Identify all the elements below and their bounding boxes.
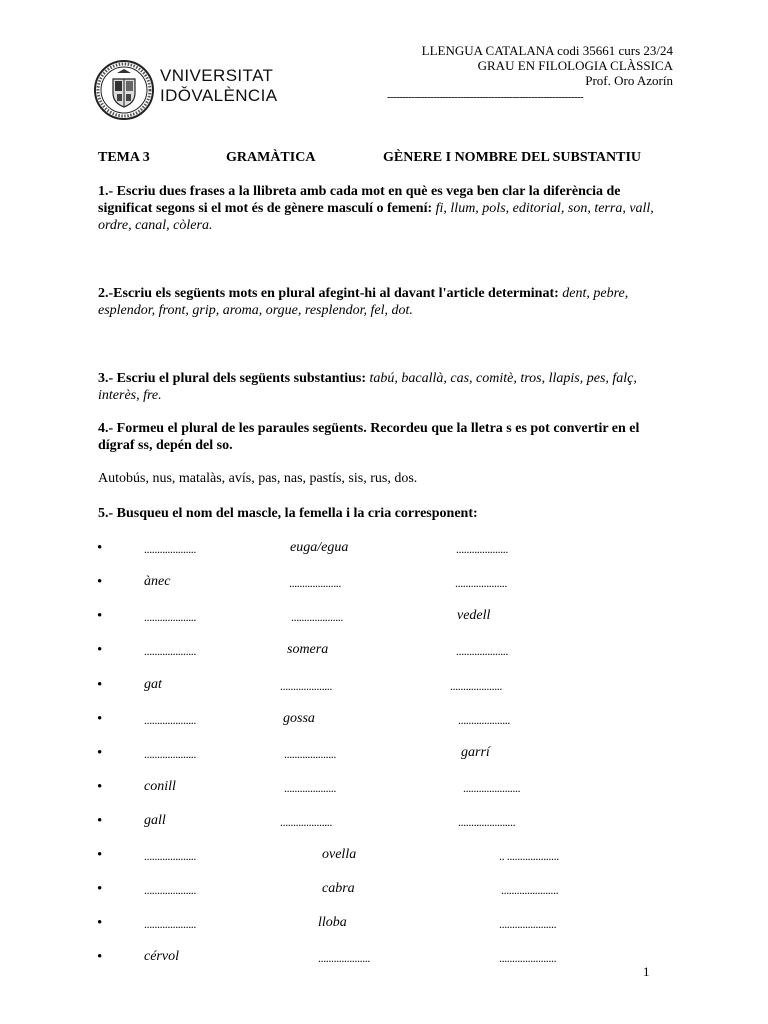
blank-female: ....................: [318, 951, 371, 965]
bullet-icon: •: [97, 711, 103, 727]
section-label: GRAMÀTICA: [226, 150, 316, 165]
blank-young: ....................: [450, 679, 503, 693]
blank-female: ....................: [291, 610, 344, 624]
bullet-icon: •: [97, 642, 103, 658]
bullet-icon: •: [97, 608, 103, 624]
header-rule: ----------------------------------------------------------------: [387, 91, 584, 103]
bullet-icon: •: [97, 949, 103, 965]
animal-row: [0, 642, 768, 662]
exercise-3-instruction: 3.- Escriu el plural dels següents substantius:: [98, 371, 366, 386]
bullet-icon: •: [97, 915, 103, 931]
animal-male: cérvol: [144, 949, 179, 964]
animal-male: ànec: [144, 574, 171, 589]
exercise-4-words: Autobús, nus, matalàs, avís, pas, nas, pastís, sis, rus, dos.: [98, 471, 418, 486]
animal-row: [0, 915, 768, 935]
course-line: LLENGUA CATALANA codi 35661 curs 23/24: [421, 43, 673, 58]
blank-young: ....................: [455, 576, 508, 590]
blank-male: ....................: [144, 542, 197, 556]
animal-row: [0, 574, 768, 594]
animal-row: [0, 608, 768, 628]
animal-row: [0, 881, 768, 901]
blank-female: ....................: [280, 679, 333, 693]
animal-row: [0, 779, 768, 799]
page-number: 1: [643, 964, 650, 979]
blank-young: ......................: [458, 815, 516, 829]
tema-label: TEMA 3: [98, 150, 150, 165]
animal-female: ovella: [322, 847, 357, 862]
blank-young: ......................: [499, 917, 557, 931]
exercise-4-instruction: 4.- Formeu el plural de les paraules següents. Recordeu que la lletra s es pot convertir en el dígraf ss, depén del so.: [98, 421, 640, 453]
exercise-4: [98, 420, 676, 454]
exercise-3: [98, 370, 676, 404]
bullet-icon: •: [97, 540, 103, 556]
blank-female: ....................: [284, 747, 337, 761]
blank-male: ....................: [144, 849, 197, 863]
blank-young: ....................: [456, 542, 509, 556]
topic-label: GÈNERE I NOMBRE DEL SUBSTANTIU: [383, 150, 642, 165]
animal-row: [0, 540, 768, 560]
exercise-3-words: tabú, bacallà, cas, comitè, tros, llapis, pes, falç, interès, fre.: [98, 371, 637, 403]
blank-female: ....................: [284, 781, 337, 795]
animal-young: vedell: [457, 608, 491, 623]
blank-young: ......................: [499, 951, 557, 965]
bullet-icon: •: [97, 745, 103, 761]
bullet-icon: •: [97, 677, 103, 693]
animal-male: conill: [144, 779, 176, 794]
blank-young: ......................: [501, 883, 559, 897]
animal-row: [0, 745, 768, 765]
bullet-icon: •: [97, 779, 103, 795]
blank-male: ....................: [144, 610, 197, 624]
logo-wordmark-line1: VNIVERSITAT: [160, 66, 274, 85]
animal-row: [0, 711, 768, 731]
blank-male: ....................: [144, 747, 197, 761]
animal-row: [0, 847, 768, 867]
animal-female: gossa: [283, 711, 315, 726]
exercise-2-words: dent, pebre, esplendor, front, grip, aroma, orgue, resplendor, fel, dot.: [98, 286, 629, 318]
exercise-1: [98, 183, 676, 234]
animal-young: garrí: [461, 745, 490, 760]
blank-male: ....................: [144, 713, 197, 727]
animal-male: gall: [144, 813, 166, 828]
university-seal-icon: [93, 59, 155, 121]
blank-young: ....................: [456, 644, 509, 658]
blank-female: ....................: [280, 815, 333, 829]
professor-line: Prof. Oro Azorín: [585, 73, 673, 88]
exercise-5-instruction: 5.- Busqueu el nom del mascle, la femella i la cria corresponent:: [98, 506, 478, 521]
bullet-icon: •: [97, 881, 103, 897]
animal-row: [0, 677, 768, 697]
blank-male: ....................: [144, 917, 197, 931]
bullet-icon: •: [97, 847, 103, 863]
exercise-1-instruction: 1.- Escriu dues frases a la llibreta amb cada mot en què es vega ben clar la diferència de significat segons si el mot és de gènere masculí o femení:: [98, 184, 621, 216]
bullet-icon: •: [97, 813, 103, 829]
blank-female: ....................: [289, 576, 342, 590]
blank-male: ....................: [144, 644, 197, 658]
logo-wordmark-line2: IDǑVALÈNCIA: [160, 86, 278, 105]
animal-female: lloba: [318, 915, 347, 930]
animal-female: somera: [287, 642, 329, 657]
animal-female: cabra: [322, 881, 355, 896]
animal-row: [0, 813, 768, 833]
exercise-2: [98, 285, 676, 319]
blank-young: .. ....................: [499, 849, 559, 863]
animal-female: euga/egua: [290, 540, 349, 555]
bullet-icon: •: [97, 574, 103, 590]
blank-male: ....................: [144, 883, 197, 897]
blank-young: ....................: [458, 713, 511, 727]
animal-row: [0, 949, 768, 969]
blank-young: ......................: [463, 781, 521, 795]
animal-male: gat: [144, 677, 162, 692]
exercise-2-instruction: 2.-Escriu els següents mots en plural afegint-hi al davant l'article determinat:: [98, 286, 559, 301]
exercise-1-words: fi, llum, pols, editorial, son, terra, vall, ordre, canal, còlera.: [98, 201, 654, 233]
degree-line: GRAU EN FILOLOGIA CLÀSSICA: [477, 58, 673, 73]
